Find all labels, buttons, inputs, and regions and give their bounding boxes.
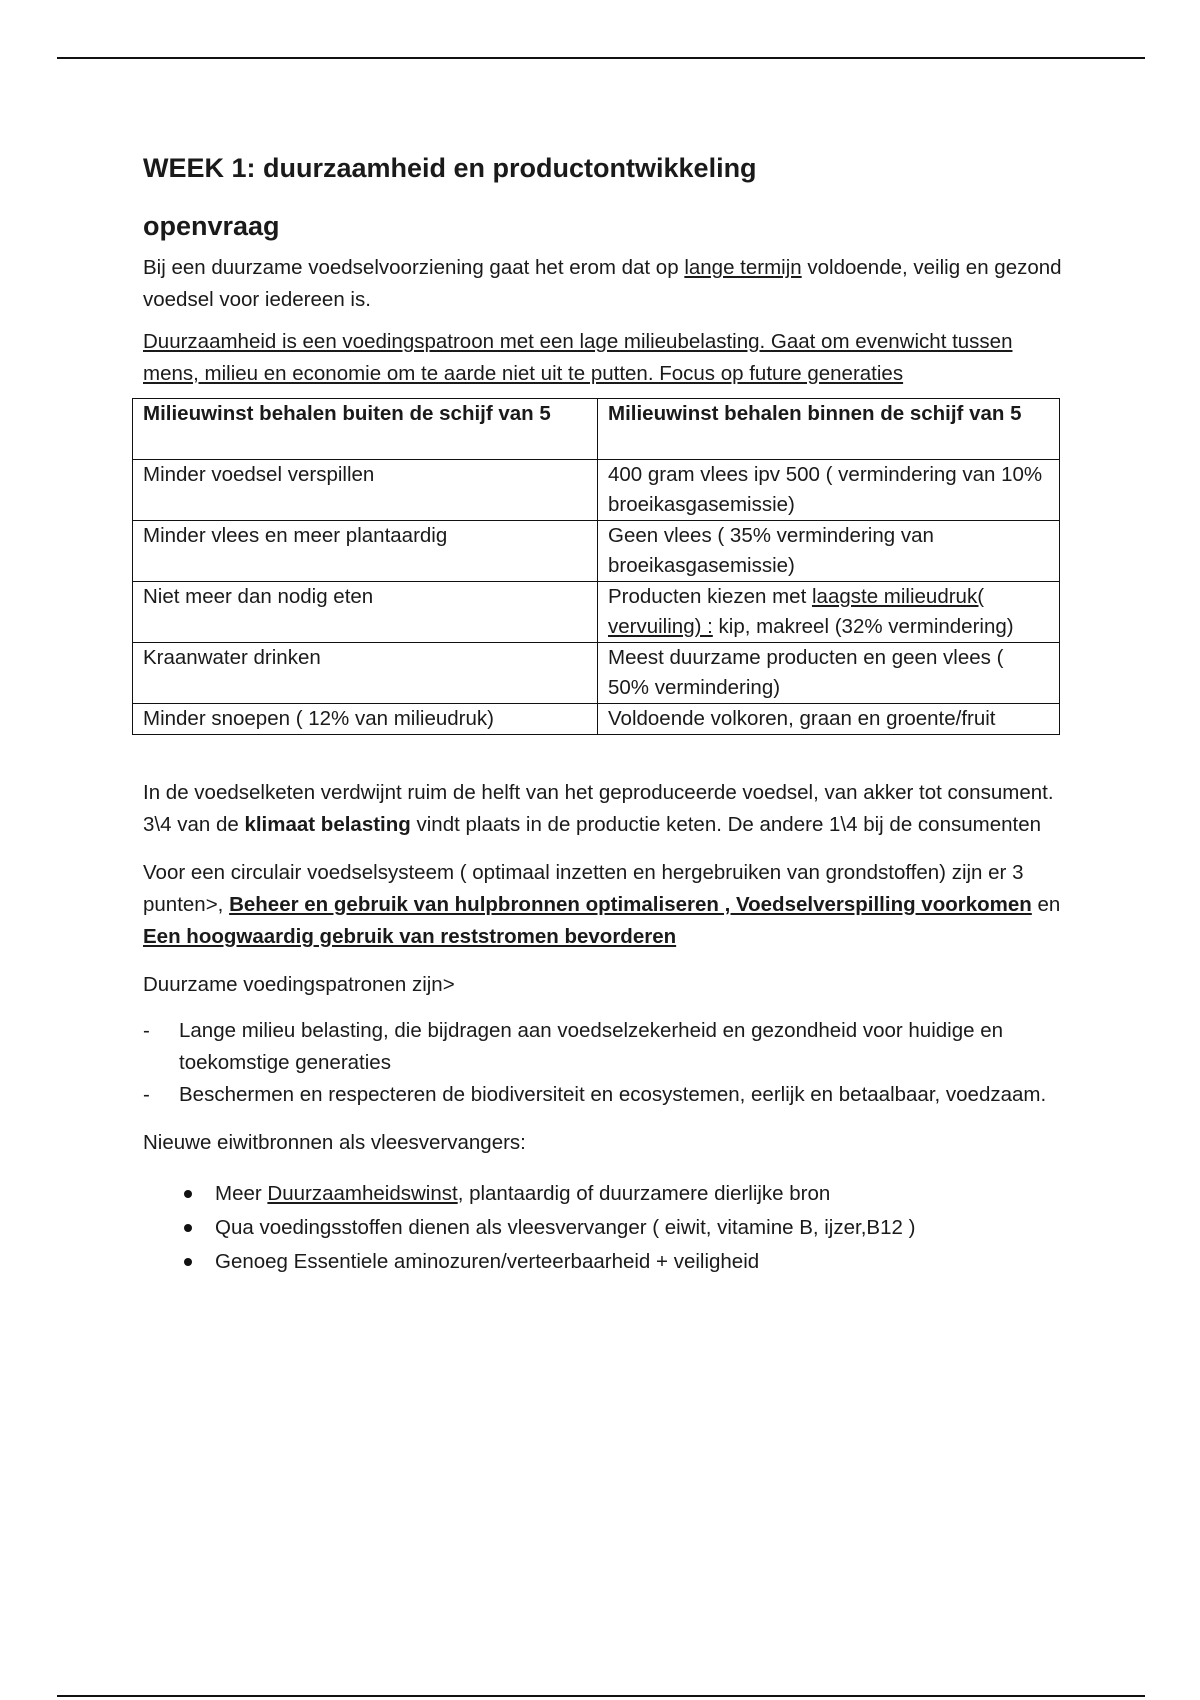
definition-paragraph: Duurzaamheid is een voedingspatroon met een lage milieubelasting. Gaat om evenwicht tussen mens, milieu en economie om te aarde niet uit te putten. Focus op future generaties [143, 330, 1013, 385]
table-cell: Kraanwater drinken [133, 643, 598, 704]
column-header: Milieuwinst behalen buiten de schijf van 5 [133, 399, 598, 460]
patterns-intro: Duurzame voedingspatronen zijn> [143, 973, 455, 996]
table-cell: Minder snoepen ( 12% van milieudruk) [133, 704, 598, 735]
patterns-list [143, 1015, 1063, 1111]
list-item: Meer Duurzaamheidswinst, plantaardig of duurzamere dierlijke bron [143, 1177, 1063, 1211]
bullet-icon [184, 1190, 192, 1198]
table-cell: 400 gram vlees ipv 500 ( vermindering van 10% broeikasgasemissie) [598, 460, 1060, 521]
table-cell: Minder voedsel verspillen [133, 460, 598, 521]
table-row [133, 704, 1060, 735]
table-row [133, 582, 1060, 643]
table-row [133, 460, 1060, 521]
bullet-icon [184, 1224, 192, 1232]
table-cell: Voldoende volkoren, graan en groente/fruit [598, 704, 1060, 735]
circular-system-paragraph: Voor een circulair voedselsysteem ( optimaal inzetten en hergebruiken van grondstoffen) zijn er 3 punten>, Beheer en gebruik van hulpbronnen optimaliseren , Voedselverspilling voorkomen en Een hoogwaardig gebruik van reststromen bevorderen [143, 861, 1061, 948]
bullet-icon [184, 1258, 192, 1266]
list-item: Qua voedingsstoffen dienen als vleesvervanger ( eiwit, vitamine B, ijzer,B12 ) [143, 1211, 1063, 1245]
footer-rule [57, 1695, 1145, 1697]
table-cell: Producten kiezen met laagste milieudruk( vervuiling) : kip, makreel (32% vermindering) [598, 582, 1060, 643]
dash-marker: - [143, 1083, 150, 1106]
document-body [143, 140, 1063, 1279]
table-cell: Meest duurzame producten en geen vlees ( 50% vermindering) [598, 643, 1060, 704]
underlined-term: lange termijn [684, 256, 802, 279]
section-heading: openvraag [143, 211, 280, 241]
list-item: - Lange milieu belasting, die bijdragen aan voedselzekerheid en gezondheid voor huidige en toekomstige generaties [143, 1015, 1063, 1079]
dash-marker: - [143, 1019, 150, 1042]
page-title: WEEK 1: duurzaamheid en productontwikkeling [143, 153, 757, 183]
food-chain-paragraph: In de voedselketen verdwijnt ruim de helft van het geproduceerde voedsel, van akker tot consument. 3\4 van de klimaat belasting vindt plaats in de productie keten. De andere 1\4 bij de consumenten [143, 781, 1054, 836]
table-header-row [133, 399, 1060, 460]
table-row [133, 521, 1060, 582]
column-header: Milieuwinst behalen binnen de schijf van 5 [598, 399, 1060, 460]
table-row [133, 643, 1060, 704]
table-cell: Geen vlees ( 35% vermindering van broeikasgasemissie) [598, 521, 1060, 582]
table-cell: Niet meer dan nodig eten [133, 582, 598, 643]
protein-list [143, 1177, 1063, 1279]
header-rule [57, 57, 1145, 59]
protein-intro: Nieuwe eiwitbronnen als vleesvervangers: [143, 1131, 526, 1154]
table-cell: Minder vlees en meer plantaardig [133, 521, 598, 582]
environmental-gain-table [132, 398, 1060, 735]
list-item: Genoeg Essentiele aminozuren/verteerbaarheid + veiligheid [143, 1245, 1063, 1279]
intro-paragraph: Bij een duurzame voedselvoorziening gaat het erom dat op lange termijn voldoende, veilig en gezond voedsel voor iedereen is. [143, 256, 1062, 311]
list-item: - Beschermen en respecteren de biodiversiteit en ecosystemen, eerlijk en betaalbaar, voedzaam. [143, 1079, 1063, 1111]
